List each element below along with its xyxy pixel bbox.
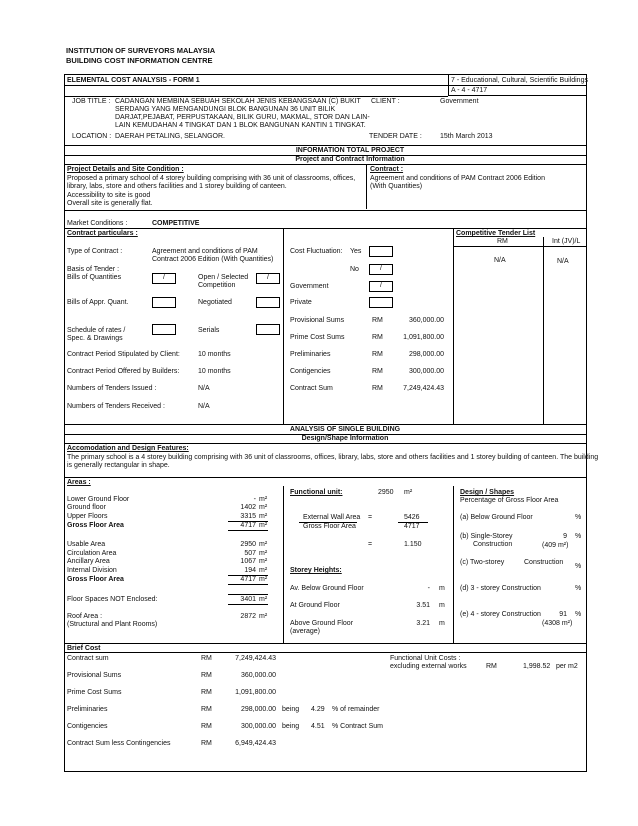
sum-label: Provisional Sums	[290, 317, 345, 324]
design-shapes-heading: Design / Shapes	[460, 489, 515, 496]
area-unit: m²	[259, 504, 268, 511]
below-ground-unit: m	[439, 585, 445, 592]
government-label: Government	[290, 283, 329, 290]
brief-row-value: 300,000.00	[240, 723, 276, 730]
not-enclosed-unit: m²	[259, 596, 268, 603]
area-value: 3315	[240, 513, 256, 520]
basis-of-tender-label: Basis of Tender :	[67, 266, 120, 273]
functional-unit-unit: m²	[404, 489, 413, 496]
area-value: 2950	[240, 541, 256, 548]
design-b-area: (409 m²)	[542, 542, 569, 549]
at-ground-value: 3.51	[416, 602, 430, 609]
job-title-line3: DARJAT,PEJABAT, PERPUSTAKAAN, BILIK GURU, MAKMAL, STOR DAN LAIN-	[115, 114, 370, 121]
below-ground-label: Av. Below Ground Floor	[290, 585, 364, 592]
sum-value: 300,000.00	[408, 368, 444, 375]
not-enclosed-value: 3401	[240, 596, 256, 603]
functional-unit-costs-label: Functional Unit Costs :	[390, 655, 461, 662]
job-title-label: JOB TITLE :	[72, 98, 111, 105]
accommodation-heading: Accomodation and Design Features:	[67, 445, 189, 452]
at-ground-unit: m	[439, 602, 445, 609]
boq-label: Bills of Quantities	[67, 274, 122, 281]
roof-unit: m²	[259, 613, 268, 620]
project-code: A - 4 - 4717	[451, 87, 488, 94]
functional-unit-costs-value: 1,998.52	[523, 663, 551, 670]
sum-value: 7,249,424.43	[403, 385, 444, 392]
functional-unit-value: 2950	[378, 489, 394, 496]
above-ground-value: 3.21	[416, 620, 430, 627]
project-details-line1: Proposed a primary school of 4 storey building comprising with 36 unit of classrooms, offices,	[67, 175, 356, 182]
design-c-line2: Construction	[524, 559, 564, 566]
design-d-label: (d) 3 - storey Construction	[460, 585, 541, 592]
open-selected-line1: Open / Selected	[198, 274, 249, 281]
tender-date-label: TENDER DATE :	[369, 133, 422, 140]
wall-floor-ratio: 1.150	[404, 541, 422, 548]
gfa-label: Gross Floor Area	[303, 523, 356, 530]
tenders-issued-label: Numbers of Tenders Issued :	[67, 385, 157, 392]
schedule-rates-line1: Schedule of rates /	[67, 327, 126, 334]
prelim-pct: 4.29	[311, 706, 325, 713]
info-total-heading: INFORMATION TOTAL PROJECT	[295, 147, 405, 154]
project-details-line2: library, labs, store and others facilities and 1 storey building of canteen.	[67, 183, 287, 190]
design-e-area: (4308 m²)	[542, 620, 573, 627]
design-c-line1: (c) Two-storey	[460, 559, 505, 566]
brief-row-label: Contract sum	[67, 655, 109, 662]
area-label: Ground floor	[67, 504, 106, 511]
period-stipulated-label: Contract Period Stipulated by Client:	[67, 351, 180, 358]
roof-label: Roof Area :	[67, 613, 103, 620]
area-unit: m²	[259, 550, 268, 557]
type-of-contract-label: Type of Contract :	[67, 248, 123, 255]
fluctuation-no-checkbox[interactable]: /	[369, 264, 393, 275]
accommodation-line1: The primary school is a 4 storey building comprising with 36 unit of classrooms, offices, library, labs, store and others facilities and 1 storey building of canteen. The building	[67, 454, 599, 461]
design-c-pct: %	[575, 563, 582, 570]
negotiated-label: Negotiated	[198, 299, 232, 306]
area-unit: m²	[259, 567, 268, 574]
area-unit: m²	[259, 558, 268, 565]
brief-row-currency: RM	[201, 740, 212, 747]
sum-label: Prime Cost Sums	[290, 334, 345, 341]
period-stipulated-value: 10 months	[198, 351, 231, 358]
area-value: 194	[244, 567, 256, 574]
external-wall-label: External Wall Area	[303, 514, 361, 521]
area-value: 1402	[240, 504, 256, 511]
design-e-label: (e) 4 - storey Construction	[460, 611, 541, 618]
equals-sign: =	[368, 514, 373, 521]
prelim-text: % of remainder	[332, 706, 380, 713]
boq-checkbox[interactable]: /	[152, 273, 176, 284]
area-label: Internal Division	[67, 567, 117, 574]
at-ground-label: At Ground Floor	[290, 602, 340, 609]
client-label: CLIENT :	[371, 98, 400, 105]
accommodation-line2: is generally rectangular in shape.	[67, 462, 170, 469]
open-selected-line2: Competition	[198, 282, 236, 289]
open-selected-checkbox[interactable]: /	[256, 273, 280, 284]
functional-unit-costs-currency: RM	[486, 663, 497, 670]
equals-sign-2: =	[368, 541, 373, 548]
contingency-text: % Contract Sum	[332, 723, 383, 730]
sum-currency: RM	[372, 317, 383, 324]
area-label: Usable Area	[67, 541, 106, 548]
brief-row-value: 1,091,800.00	[235, 689, 276, 696]
cost-fluctuation-label: Cost Fluctuation:	[290, 248, 343, 255]
brief-row-label: Preliminaries	[67, 706, 108, 713]
tenders-issued-value: N/A	[198, 385, 210, 392]
not-enclosed-label: Floor Spaces NOT Enclosed:	[67, 596, 158, 603]
functional-unit-heading: Functional unit:	[290, 489, 343, 496]
area-value: 507	[244, 550, 256, 557]
area-unit: m²	[259, 522, 268, 529]
tender-col-rm: RM	[497, 238, 508, 245]
tenders-received-value: N/A	[198, 403, 210, 410]
above-ground-line1: Above Ground Floor	[290, 620, 354, 627]
sum-currency: RM	[372, 351, 383, 358]
area-value: 1067	[240, 558, 256, 565]
functional-unit-costs-unit: per m2	[556, 663, 578, 670]
area-unit: m²	[259, 496, 268, 503]
appr-quant-label: Bills of Appr. Quant.	[67, 299, 129, 306]
brief-row-currency: RM	[201, 655, 212, 662]
above-ground-unit: m	[439, 620, 445, 627]
brief-row-value: 6,949,424.43	[235, 740, 276, 747]
sum-label: Contigencies	[290, 368, 331, 375]
area-label: Gross Floor Area	[67, 522, 124, 529]
storey-heights-heading: Storey Heights:	[290, 567, 342, 574]
design-b-line1: (b) Single-Storey	[460, 533, 513, 540]
private-checkbox[interactable]	[369, 297, 393, 308]
project-details-heading: Project Details and Site Condition :	[67, 166, 184, 173]
job-title-line2: SERDANG YANG MENGANDUNGI BLOK BANGUNAN 36 UNIT BILIK	[115, 106, 336, 113]
design-b-pct: %	[575, 533, 582, 540]
serials-checkbox[interactable]	[256, 324, 280, 335]
brief-row-label: Prime Cost Sums	[67, 689, 122, 696]
period-offered-value: 10 months	[198, 368, 231, 375]
area-value: -	[253, 496, 256, 503]
gfa-value: 4717	[404, 523, 420, 530]
job-title-line1: CADANGAN MEMBINA SEBUAH SEKOLAH JENIS KEBANGSAAN (C) BUKIT	[115, 98, 361, 105]
area-unit: m²	[259, 576, 268, 583]
serials-label: Serials	[198, 327, 220, 334]
private-label: Private	[290, 299, 312, 306]
contingency-being: being	[282, 723, 300, 730]
area-unit: m²	[259, 541, 268, 548]
design-a-label: (a) Below Ground Floor	[460, 514, 533, 521]
form-title: ELEMENTAL COST ANALYSIS - FORM 1	[67, 77, 200, 84]
design-e-value: 91	[559, 611, 567, 618]
type-of-contract-line2: Contract 2006 Edition (With Quantities)	[152, 256, 274, 263]
client-value: Government	[440, 98, 479, 105]
above-ground-line2: (average)	[290, 628, 320, 635]
tender-col-int: Int (JV)/L	[552, 238, 581, 245]
below-ground-value: -	[427, 585, 430, 592]
type-of-contract-line1: Agreement and conditions of PAM	[152, 248, 258, 255]
roof-sub-label: (Structural and Plant Rooms)	[67, 621, 158, 628]
tender-list-heading: Competitive Tender List	[456, 230, 536, 237]
brief-row-label: Contigencies	[67, 723, 108, 730]
fluctuation-no-label: No	[350, 266, 359, 273]
centre-name: BUILDING COST INFORMATION CENTRE	[66, 56, 213, 65]
tenders-received-label: Numbers of Tenders Received :	[67, 403, 165, 410]
location-label: LOCATION :	[72, 133, 112, 140]
schedule-rates-line2: Spec. & Drawings	[67, 335, 123, 342]
market-label: Market Conditions :	[67, 220, 128, 227]
external-wall-value: 5426	[404, 514, 420, 521]
prelim-being: being	[282, 706, 300, 713]
area-value: 4717	[240, 576, 256, 583]
negotiated-checkbox[interactable]	[256, 297, 280, 308]
brief-row-value: 7,249,424.43	[235, 655, 276, 662]
brief-row-currency: RM	[201, 723, 212, 730]
brief-row-currency: RM	[201, 672, 212, 679]
design-b-value: 9	[563, 533, 567, 540]
area-unit: m²	[259, 513, 268, 520]
area-label: Ancillary Area	[67, 558, 110, 565]
contract-line1: Agreement and conditions of PAM Contract 2006 Edition	[370, 175, 545, 182]
brief-row-value: 298,000.00	[240, 706, 276, 713]
tender-int-value: N/A	[557, 258, 569, 265]
areas-heading: Areas :	[67, 479, 91, 486]
contract-particulars-heading: Contract particulars :	[67, 230, 138, 237]
project-details-line4: Overall site is generally flat.	[67, 200, 153, 207]
project-contract-heading: Project and Contract Information	[295, 156, 405, 163]
period-offered-label: Contract Period Offered by Builders:	[67, 368, 180, 375]
market-value: COMPETITIVE	[152, 220, 200, 227]
contingency-pct: 4.51	[311, 723, 325, 730]
roof-value: 2872	[240, 613, 256, 620]
design-b-line2: Construction	[473, 541, 513, 548]
functional-unit-costs-sub: excluding external works	[390, 663, 467, 670]
design-a-pct: %	[575, 514, 582, 521]
appr-quant-checkbox[interactable]	[152, 297, 176, 308]
sum-value: 1,091,800.00	[403, 334, 444, 341]
sum-label: Contract Sum	[290, 385, 333, 392]
brief-row-currency: RM	[201, 689, 212, 696]
schedule-rates-checkbox[interactable]	[152, 324, 176, 335]
area-label: Lower Ground Floor	[67, 496, 130, 503]
area-label: Circulation Area	[67, 550, 117, 557]
tender-date-value: 15th March 2013	[440, 133, 493, 140]
contract-heading: Contract :	[370, 166, 404, 173]
sum-value: 298,000.00	[408, 351, 444, 358]
job-title-line4: LAIN KEMUDAHAN 4 TINGKAT DAN 1 BLOK BANGUNAN KANTIN 1 TINGKAT.	[115, 122, 366, 129]
contract-line2: (With Quantities)	[370, 183, 423, 190]
design-shapes-sub: Percentage of Gross Floor Area	[460, 497, 559, 504]
design-e-pct: %	[575, 611, 582, 618]
brief-row-label: Contract Sum less Contingencies	[67, 740, 171, 747]
building-category: 7 - Educational, Cultural, Scientific Buildings	[451, 77, 588, 84]
sum-label: Preliminaries	[290, 351, 331, 358]
location-value: DAERAH PETALING, SELANGOR.	[115, 133, 225, 140]
fluctuation-yes-label: Yes	[350, 248, 362, 255]
single-building-heading: ANALYSIS OF SINGLE BUILDING	[289, 426, 401, 433]
fluctuation-yes-checkbox[interactable]	[369, 246, 393, 257]
design-d-pct: %	[575, 585, 582, 592]
brief-row-value: 360,000.00	[240, 672, 276, 679]
tender-rm-value: N/A	[494, 257, 506, 264]
area-label: Gross Floor Area	[67, 576, 124, 583]
sum-value: 360,000.00	[408, 317, 444, 324]
brief-row-currency: RM	[201, 706, 212, 713]
brief-row-label: Provisional Sums	[67, 672, 122, 679]
government-checkbox[interactable]: /	[369, 281, 393, 292]
project-details-line3: Accessibility to site is good	[67, 192, 151, 199]
area-value: 4717	[240, 522, 256, 529]
institution-name: INSTITUTION OF SURVEYORS MALAYSIA	[66, 46, 216, 55]
sum-currency: RM	[372, 334, 383, 341]
area-label: Upper Floors	[67, 513, 108, 520]
sum-currency: RM	[372, 368, 383, 375]
sum-currency: RM	[372, 385, 383, 392]
design-shape-heading: Design/Shape Information	[301, 435, 389, 442]
brief-cost-heading: Brief Cost	[67, 645, 101, 652]
